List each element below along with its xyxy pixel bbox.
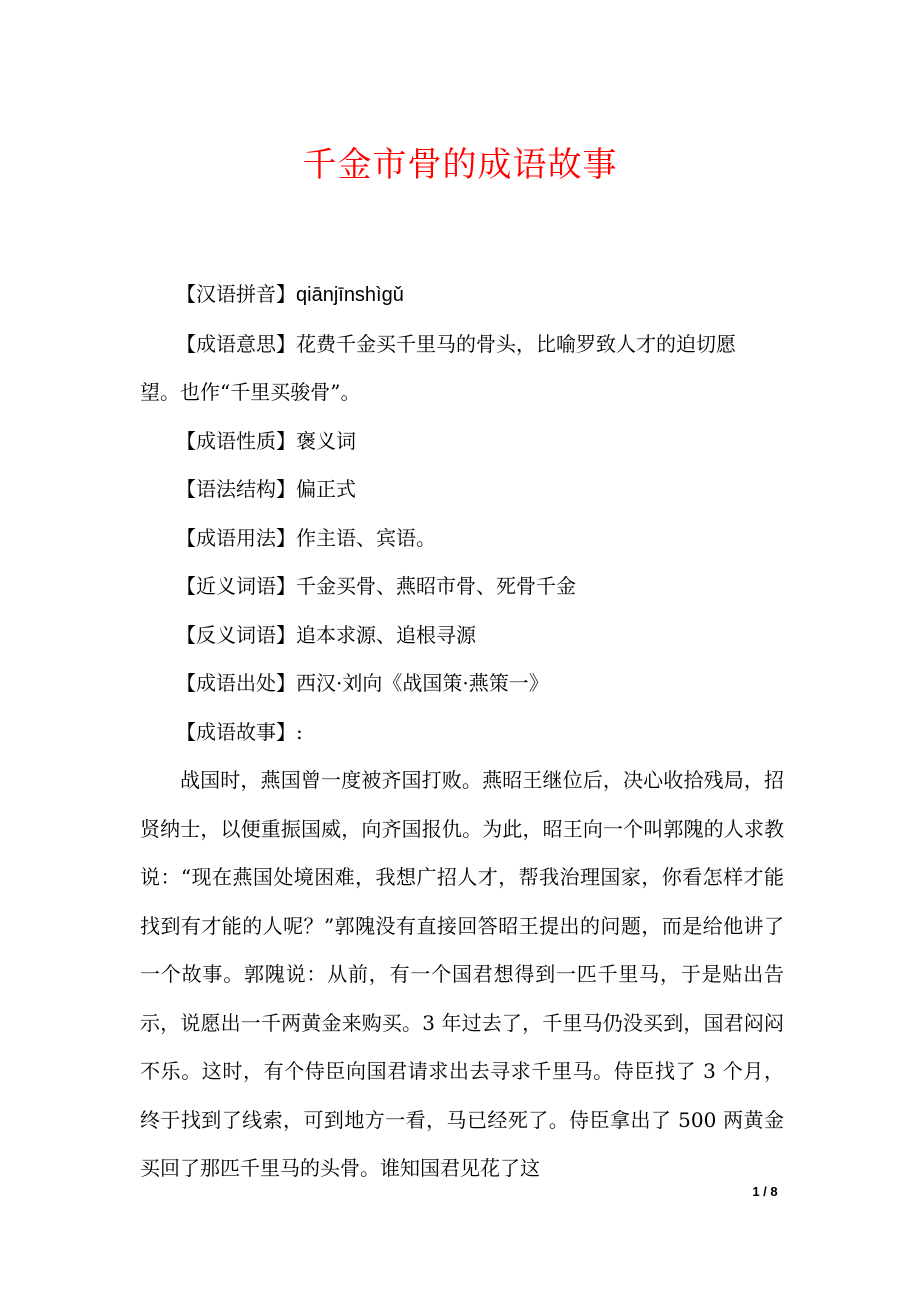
document-body <box>140 270 784 1193</box>
field-value: 作主语、宾语。 <box>296 525 436 550</box>
field-value: 千金买骨、燕昭市骨、死骨千金 <box>296 574 576 598</box>
page-number: 1 / 8 <box>752 1184 778 1199</box>
field-value: qiānjīnshìgǔ <box>296 284 404 306</box>
field-value: : <box>296 719 303 744</box>
document-title: 千金市骨的成语故事 <box>302 145 618 185</box>
field-nature <box>140 417 784 466</box>
field-label: 【语法结构】 <box>176 477 296 501</box>
field-value-line2: 望。也作“千里买骏骨”。 <box>140 380 361 404</box>
field-meaning <box>140 320 784 417</box>
field-label: 【汉语拼音】 <box>176 282 296 306</box>
field-usage <box>140 514 784 563</box>
field-label: 【成语用法】 <box>176 525 296 550</box>
field-label: 【近义词语】 <box>176 574 296 598</box>
field-value: 偏正式 <box>296 477 356 501</box>
field-value: 褒义词 <box>296 428 356 453</box>
field-label: 【成语性质】 <box>176 428 296 453</box>
field-pinyin <box>140 270 784 320</box>
field-source <box>140 659 784 708</box>
field-story-heading <box>140 708 784 757</box>
field-label: 【成语意思】 <box>176 331 296 356</box>
field-value: 追本求源、追根寻源 <box>296 622 476 647</box>
field-antonyms <box>140 611 784 660</box>
field-label: 【反义词语】 <box>176 622 296 647</box>
field-structure <box>140 465 784 514</box>
field-label: 【成语出处】 <box>176 671 296 695</box>
story-paragraph: 战国时，燕国曾一度被齐国打败。燕昭王继位后，决心收拾残局，招贤纳士，以便重振国威，向齐国报仇。为此，昭王向一个叫郭隗的人求教说：“现在燕国处境困难，我想广招人才，帮我治理国家，你看怎样才能找到有才能的人呢？”郭隗没有直接回答昭王提出的问题，而是给他讲了一个故事。郭隗说：从前，有一个国君想得到一匹千里马，于是贴出告示，说愿出一千两黄金来购买。3 年过去了，千里马仍没买到，国君闷闷不乐。这时，有个侍臣向国君请求出去寻求千里马。侍臣找了 3 个月，终于找到了线索，可到地方一看，马已经死了。侍臣拿出了 500 两黄金买回了那匹千里马的头骨。谁知国君见花了这 <box>140 768 784 1180</box>
field-label: 【成语故事】 <box>176 719 296 744</box>
field-value: 西汉·刘向《战国策·燕策一》 <box>296 671 549 695</box>
field-value-line1: 花费千金买千里马的骨头，比喻罗致人才的迫切愿 <box>296 331 736 356</box>
field-synonyms <box>140 562 784 611</box>
